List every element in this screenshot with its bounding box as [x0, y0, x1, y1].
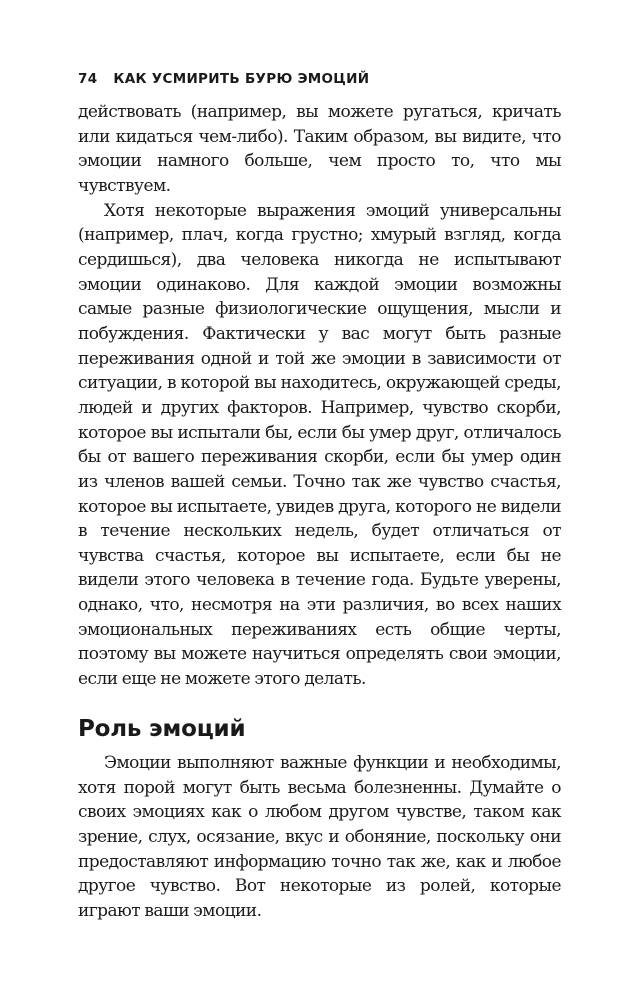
running-title: КАК УСМИРИТЬ БУРЮ ЭМОЦИЙ [113, 71, 370, 87]
body-text-top [78, 100, 561, 692]
page-number: 74 [78, 71, 98, 87]
paragraph-role-of-emotions: Эмоции выполняют важные функции и необходимы, хотя порой могут быть весьма болезненны. Думайте о своих эмоциях как о любом другом чувстве, таком как зрение, слух, осязание, вкус и обоняние, поскольку они предоставляют информацию точно так же, как и любое другое чувство. Вот некоторые из ролей, которые играют ваши эмоции. [78, 753, 561, 921]
section-heading: Роль эмоций [78, 716, 246, 742]
paragraph-emotion-expressions: Хотя некоторые выражения эмоций универсальны (например, плач, когда грустно; хмурый взгляд, когда сердишься), два человека никогда не испытывают эмоции одинаково. Для каждой эмоции возможны самые разные физиологические ощущения, мысли и побуждения. Фактически у вас могут быть разные переживания одной и той же эмоции в зависимости от ситуации, в которой вы находитесь, окружающей среды, людей и других факторов. Например, чувство скорби, которое вы испытали бы, если бы умер друг, отличалось бы от вашего переживания скорби, если бы умер один из членов вашей семьи. Точно так же чувство счастья, которое вы испытаете, увидев друга, которого не видели в течение нескольких недель, будет отличаться от чувства счастья, которое вы испытаете, если бы не видели этого человека в течение года. Будьте уверены, однако, что, несмотря на эти различия, во всех наших эмоциональных переживаниях есть общие черты, поэтому вы можете научиться определять свои эмоции, если еще не можете этого делать. [78, 200, 561, 690]
running-header [78, 70, 369, 88]
paragraph-continued: действовать (например, вы можете ругаться, кричать или кидаться чем-либо). Таким образом, вы видите, что эмоции намного больше, чем просто то, что мы чувствуем. [78, 102, 561, 196]
body-text-bottom [78, 751, 561, 924]
